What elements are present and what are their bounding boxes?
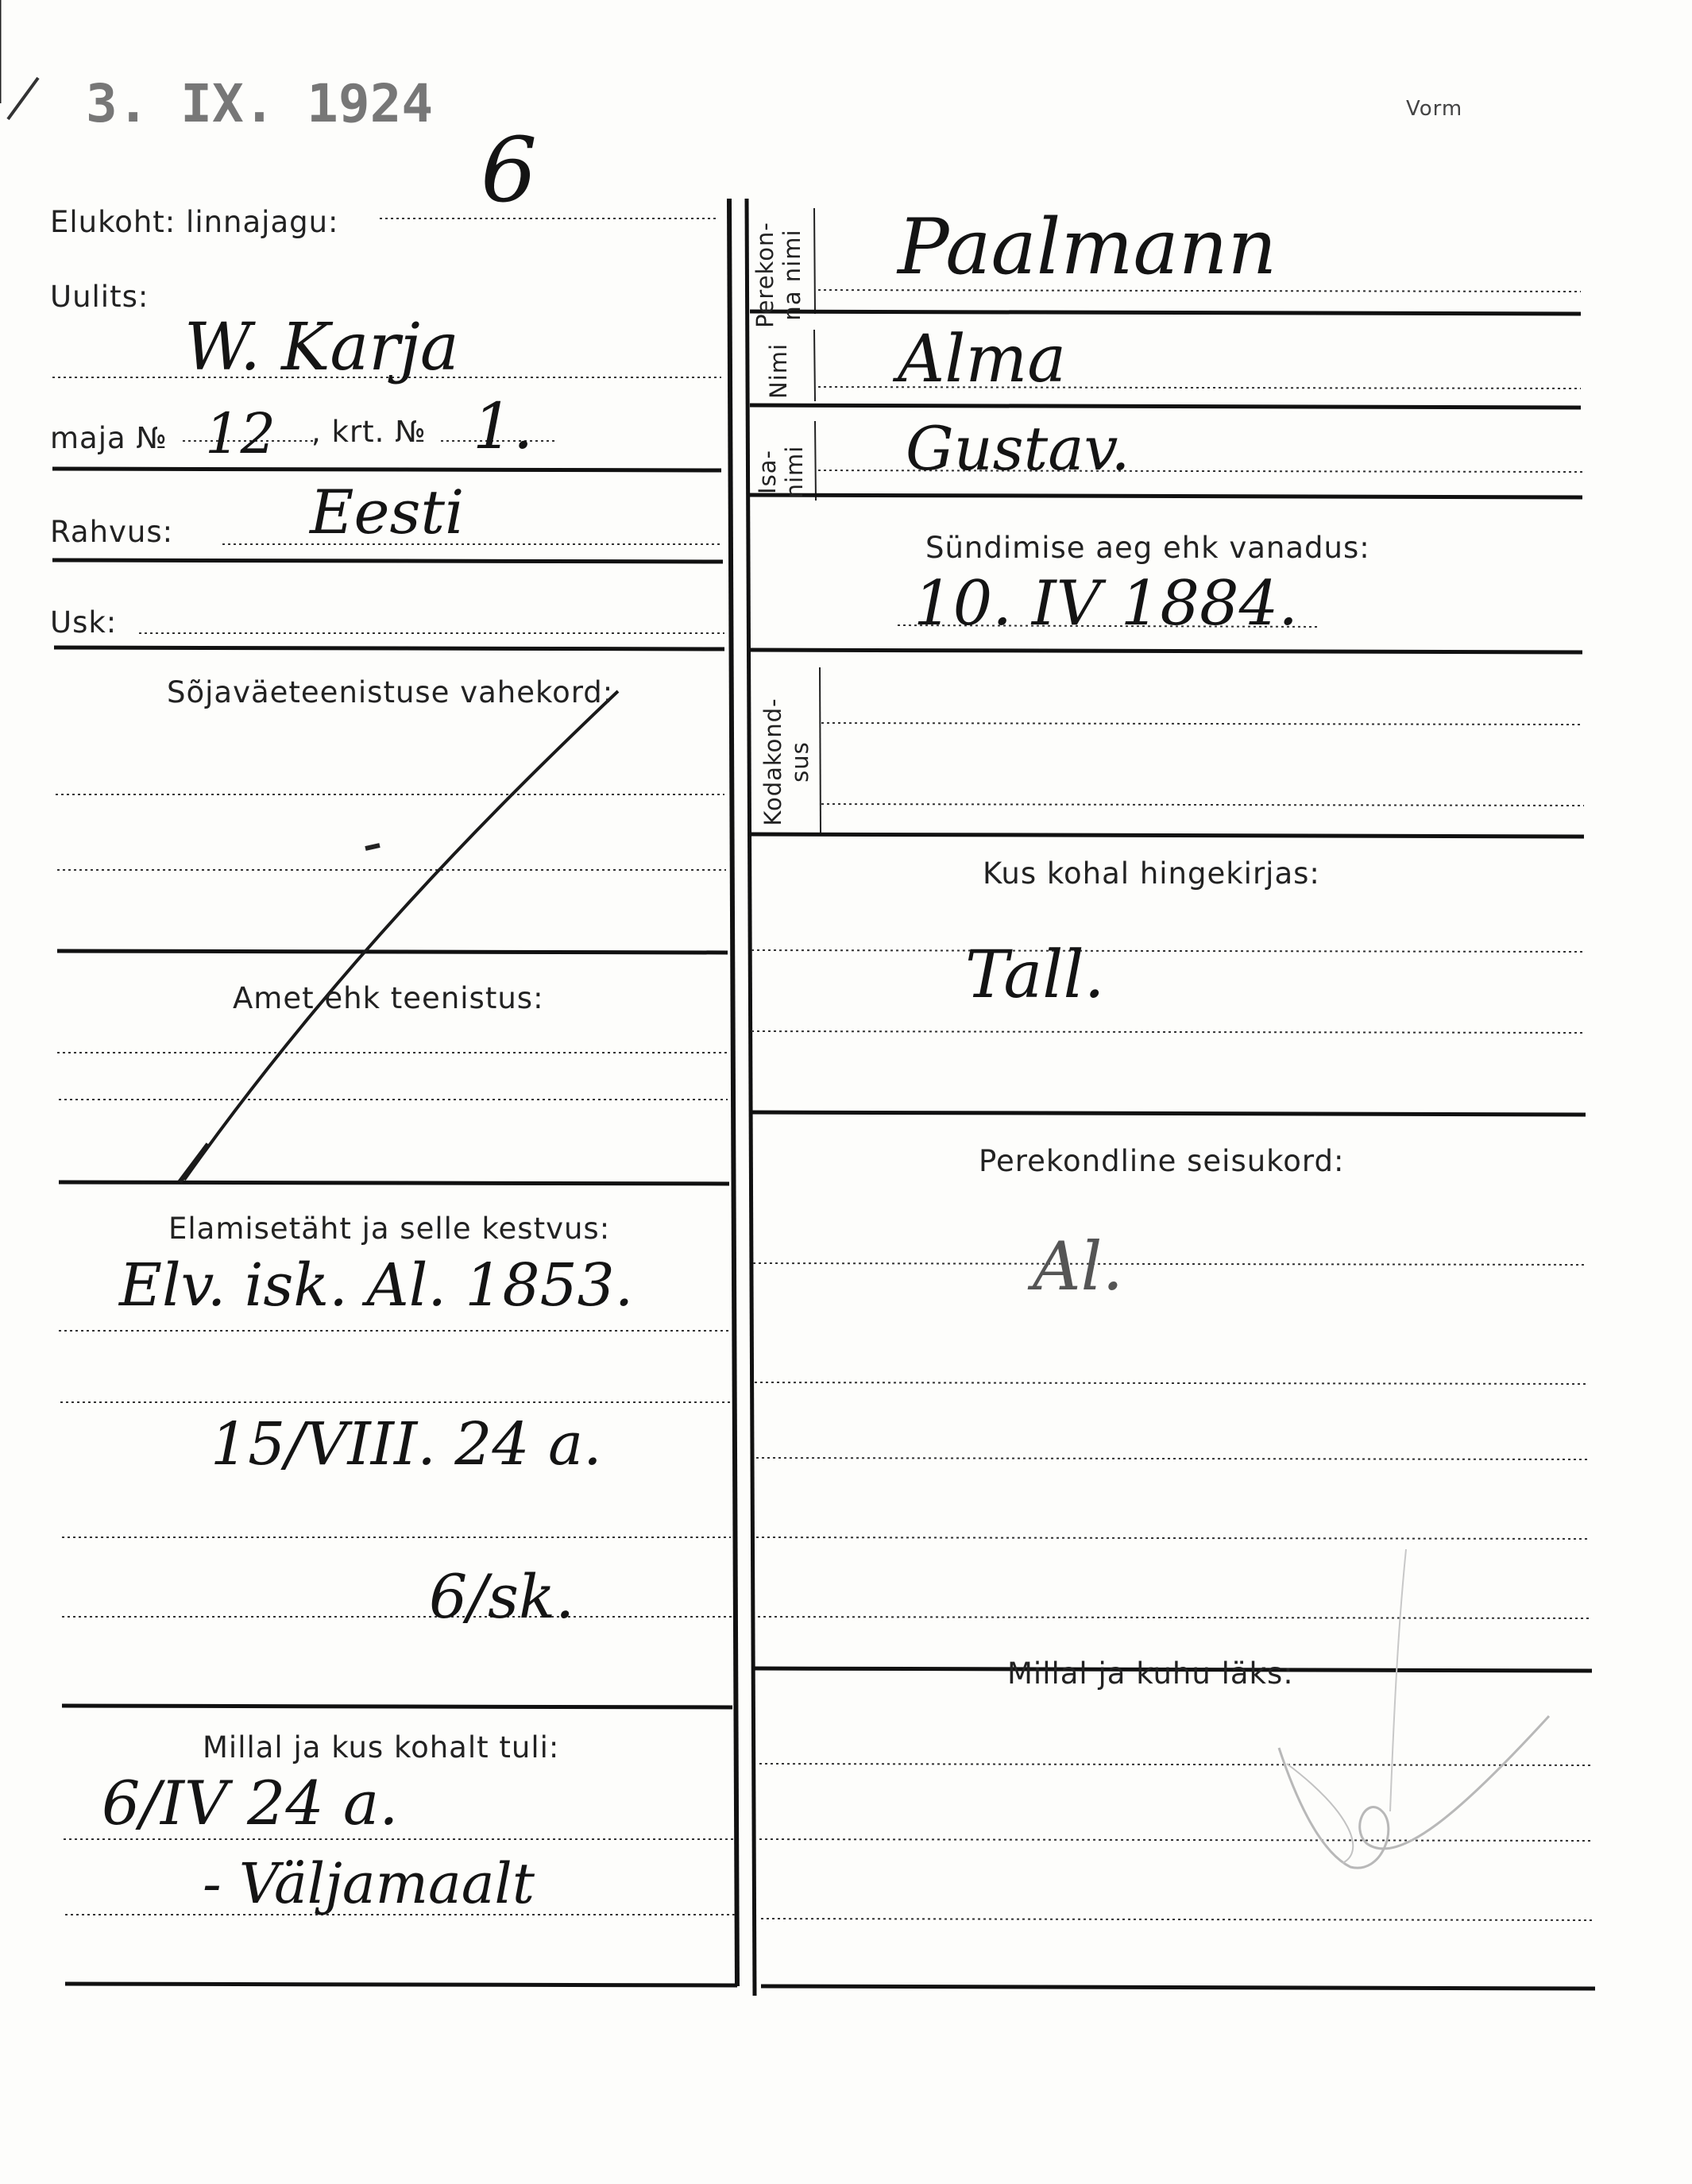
kodakondsus-label	[759, 678, 813, 845]
perekondline-value: Al.	[1033, 1227, 1124, 1305]
elamisetaht-label: Elamisetäht ja selle kestvus:	[168, 1212, 611, 1246]
millal-tuli-line2: - Väljamaalt	[203, 1851, 535, 1916]
millal-tuli-label: Millal ja kus kohalt tuli:	[203, 1730, 560, 1765]
uulits-label: Uulits:	[50, 280, 149, 314]
date-stamp: 3. IX. 1924	[86, 73, 434, 134]
sojavae-label: Sõjaväeteenistuse vahekord:	[167, 675, 614, 709]
maja-label: maja №	[50, 421, 168, 455]
form-corner-label: Vorm	[1406, 97, 1463, 121]
kodakondsus-label-1: Kodakond-	[759, 698, 786, 826]
isanimi-label-1: Isa-	[754, 450, 781, 494]
millal-tuli-line1: 6/IV 24 a.	[102, 1768, 399, 1838]
krt-label: , krt. №	[311, 415, 427, 449]
isanimi-value: Gustav.	[906, 413, 1130, 484]
elukoht-label: Elukoht: linnajagu:	[50, 205, 339, 239]
rahvus-value: Eesti	[310, 477, 465, 547]
sundimise-label: Sündimise aeg ehk vanadus:	[925, 531, 1370, 565]
kodakondsus-label-2: sus	[786, 741, 813, 783]
perekondline-label: Perekondline seisukord:	[979, 1144, 1345, 1178]
perekonnanimi-label-2: na nimi	[778, 229, 805, 321]
usk-label: Usk:	[50, 605, 118, 640]
sheet-number: 6	[481, 119, 538, 222]
nimi-value: Alma	[898, 322, 1067, 397]
isanimi-label	[754, 428, 808, 516]
elamisetaht-line2: 15/VIII. 24 a.	[211, 1410, 602, 1479]
isanimi-label-2: nimi	[781, 445, 808, 499]
nimi-label: Nimi	[765, 342, 792, 400]
maja-value: 12	[205, 401, 276, 466]
hingekiri-label: Kus kohal hingekirjas:	[983, 856, 1320, 891]
perekonnanimi-value: Paalmann	[898, 203, 1277, 292]
elamisetaht-line1: Elv. isk. Al. 1853.	[119, 1251, 634, 1320]
elamisetaht-line3: 6/sk.	[429, 1561, 575, 1632]
krt-value: 1.	[473, 389, 534, 463]
hingekiri-value: Tall.	[965, 937, 1105, 1013]
uulits-value: W. Karja	[184, 310, 459, 385]
rahvus-label: Rahvus:	[50, 515, 174, 549]
millal-laks-label: Millal ja kuhu läks:	[1007, 1656, 1294, 1691]
sundimise-value: 10. IV 1884.	[914, 568, 1299, 640]
perekonnanimi-label-1: Perekon-	[751, 222, 778, 328]
amet-label: Amet ehk teenistus:	[233, 981, 544, 1015]
